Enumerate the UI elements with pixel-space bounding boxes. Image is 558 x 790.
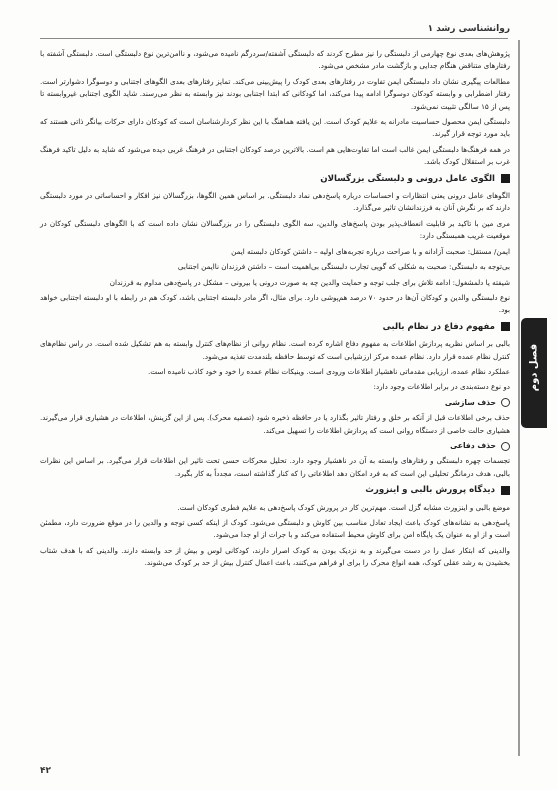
section-heading-text: مفهوم دفاع در نظام بالبی xyxy=(382,321,495,332)
circle-bullet-icon xyxy=(501,398,510,407)
page-number: ۴۲ xyxy=(40,766,51,776)
paragraph: نوع دلبستگی والدین و کودکان آن‌ها در حدود ۷۰ درصد هم‌پوشی دارد. برای مثال، اگر مادر دلبسته اجتنابی باشد، کودک هم در رابطه با او دلبسته اجتنابی خواهد بود. xyxy=(40,292,510,315)
paragraph: مطالعات پیگیری نشان داد دلبستگی ایمن تفاوت در رفتارهای بعدی کودک را پیش‌بینی می‌کند. تمایز رفتارهای بعدی الگوهای اجتنابی و دوسوگرا دشوارتر است. رفتار اضطرابی و وابسته کودکان دوسوگرا ادامه پیدا می‌کند، اما کودکانی که ابتدا اجتنابی بودند نیز وابسته به نظر می‌رسند. شاید الگوی اجتنابی غیروابسته تا پس از ۱۵ سالگی تثبیت نمی‌شود. xyxy=(40,76,510,111)
paragraph: تجسمات چهره دلبستگی و رفتارهای وابسته به آن در ناهشیار وجود دارد. تحلیل محرکات حسی تحت تاثیر این اطلاعات قرار می‌گیرد. بر اساس این نظرات بالبی، هدف درمانگر تحلیلی این است که به فرد امکان دهد اطلاعاتی را که کنار گذاشته است، مجدداً به کار بگیرد. xyxy=(40,456,510,478)
section-heading xyxy=(40,321,510,333)
paragraph: پژوهش‌های بعدی نوع چهارمی از دلبستگی را نیز مطرح کردند که دلبستگی آشفته/سردرگم نامیده می‌شود، و ناامن‌ترین نوع دلبستگی است. دلبستگی آشفته با رفتارهای متناقض هنگام جدایی و بازگشت مادر مشخص می‌شود. xyxy=(40,49,510,71)
square-bullet-icon xyxy=(501,322,510,331)
chapter-side-tab xyxy=(521,318,547,428)
square-bullet-icon xyxy=(501,486,510,495)
paragraph: پاسخ‌دهی به نشانه‌های کودک باعث ایجاد تعادل مناسب بین کاوش و دلبستگی می‌شود. کودک از اینکه کسی توجه و والدین را در موقع ضرورت دارد، مطمئن است و از او به عنوان یک پایگاه امن برای کاوش محیط استفاده می‌کند و با جرات از او جدا می‌شود. xyxy=(40,518,510,540)
running-head: روانشناسی رشد ۱ xyxy=(427,24,510,34)
header-rule xyxy=(40,38,508,39)
paragraph: ایمن/ مستقل: صحبت آزادانه و با صراحت درباره تجربه‌های اولیه – داشتن کودکان دلبسته ایمن xyxy=(231,246,510,256)
paragraph: حذف برخی اطلاعات قبل از آنکه بر خلق و رفتار تاثیر بگذارد یا در حافظه ذخیره شود (تصفیه محرک). پس از این گزینش، اطلاعات در هشیاری قرار می‌گیرند. هشیاری حالت خاصی از دستگاه روانی است که پردازش اطلاعات را تسهیل می‌کند. xyxy=(40,413,510,435)
section-heading xyxy=(40,484,510,496)
subsection-heading xyxy=(40,397,510,409)
section-heading-text: دیدگاه پرورش بالبی و اینزورث xyxy=(365,485,495,496)
paragraph: بی‌توجه به دلبستگی: صحبت به شکلی که گویی تجارب دلبستگی بی‌اهمیت است – داشتن فرزندان ناایمن اجتنابی xyxy=(177,262,510,272)
section-heading xyxy=(40,173,510,185)
section-heading-text: الگوی عامل درونی و دلبستگی بزرگسالان xyxy=(320,173,495,184)
paragraph: دلبستگی ایمن محصول حساسیت مادرانه به علایم کودک است. این یافته هماهنگ با این نظر کردارشناسان است که کودکان دارای حرکات بیانگر ذاتی هستند که باید مورد توجه قرار گیرند. xyxy=(40,117,510,139)
paragraph: مری مین با تاکید بر قابلیت انعطاف‌پذیر بودن پاسخ‌های والدین، سه الگوی دلبستگی را در بزرگسالان نشان داده است که با الگوهای دلبستگی کودکان در موقعیت غریب همبستگی دارد: xyxy=(40,218,510,241)
paragraph: در همه فرهنگ‌ها دلبستگی ایمن غالب است اما تفاوت‌هایی هم است. بالاترین درصد کودکان اجتنابی در فرهنگ غربی دیده می‌شود که شاید به دلیل تاکید فرهنگ غرب بر استقلال کودک باشد. xyxy=(40,144,510,167)
page-content xyxy=(40,48,510,573)
chapter-tab-label: فصل دوم xyxy=(528,343,540,392)
subsection-heading-text: حذف دفاعی xyxy=(450,440,496,450)
subsection-heading xyxy=(40,440,510,452)
subsection-heading-text: حذف سازشی xyxy=(444,397,496,407)
paragraph: دو نوع دسته‌بندی در برابر اطلاعات وجود دارد: xyxy=(373,382,510,392)
square-bullet-icon xyxy=(501,174,510,183)
paragraph: والدینی که ابتکار عمل را در دست می‌گیرند و به نزدیک بودن به کودک اصرار دارند، کودکانی لوس و بیش از حد وابسته دارند. والدینی که با هدف شتاب بخشیدن به رشد عقلی کودک، همه انواع محرک را برای او فراهم می‌کنند، باعث اعمال کنترل بیش از حد بر کودک می‌شوند. xyxy=(40,545,510,568)
paragraph: بالبی بر اساس نظریه پردازش اطلاعات به مفهوم دفاع اشاره کرده است. نظام روانی از نظام‌های کنترل وابسته به هم تشکیل شده است. در راس نظام‌های کنترل نظام عمده قرار دارد. نظام عمده مرکز ارزشیابی است که توسط حافظه بلندمدت تغذیه می‌شود. xyxy=(40,339,510,361)
paragraph: شیفته یا دلمشغول: ادامه تلاش برای جلب توجه و حمایت والدین چه به صورت درونی یا بیرونی – مشکل در پاسخ‌دهی مداوم به فرزندان xyxy=(109,277,510,287)
circle-bullet-icon xyxy=(501,442,510,451)
paragraph: الگوهای عامل درونی یعنی انتظارات و احساسات درباره پاسخ‌دهی نماد دلبستگی. بر اساس همین الگوها، بزرگسالان نیز افکار و احساساتی در مورد دلبستگی دارند که بر نگرش آنان به فرزندانشان تاثیر می‌گذارد. xyxy=(40,191,510,213)
margin-line xyxy=(518,40,520,756)
paragraph: عملکرد نظام عمده، ارزیابی مقدماتی ناهشیار اطلاعات ورودی است. وینیکات نظام عمده را خود و خود کاذب نامیده است. xyxy=(147,366,510,376)
paragraph: موضع بالبی و اینزورث مشابه گزل است. مهم‌ترین کار در پرورش کودک پاسخ‌دهی به علایم فطری کودکان است. xyxy=(177,502,510,512)
